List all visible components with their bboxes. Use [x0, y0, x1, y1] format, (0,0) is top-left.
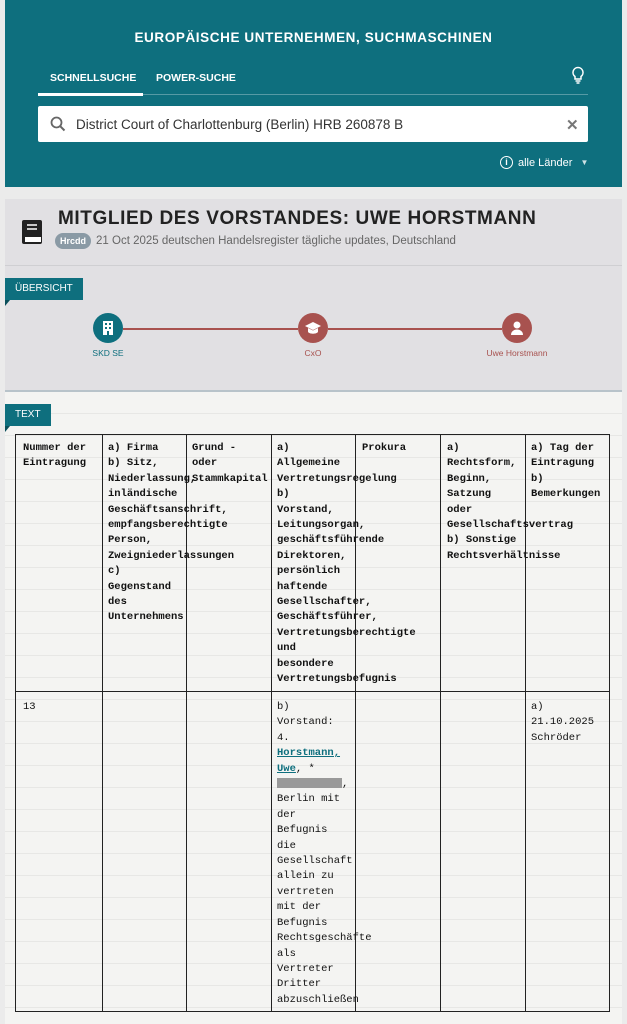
overview-tag: ÜBERSICHT	[5, 278, 83, 300]
representation-post: , Berlin mit der Befugnis die Gesellschaft allein zu vertreten mit der Befugnis Rechtsgeschäfte als Vertreter Dritter abzuschließen	[277, 778, 372, 1006]
title-panel	[5, 199, 622, 265]
building-icon	[101, 320, 115, 336]
person-link[interactable]: Uwe	[277, 762, 296, 775]
person-icon	[510, 320, 524, 336]
cxo-node[interactable]	[298, 313, 328, 343]
tab-power-search[interactable]: POWER-SUCHE	[156, 72, 236, 84]
header-cell: Prokura	[362, 442, 407, 454]
person-link[interactable]: Horstmann,	[277, 747, 341, 760]
entry-number: 13	[23, 701, 36, 713]
header-cell: Nummer der Eintragung	[23, 442, 87, 470]
meta-text: 21 Oct 2025 deutschen Handelsregister tägliche updates, Deutschland	[96, 235, 456, 247]
register-table	[15, 434, 610, 1012]
tag-corner	[5, 426, 10, 432]
cxo-node-label[interactable]: CxO	[304, 348, 322, 358]
row-divider	[16, 691, 609, 692]
search-header	[5, 0, 622, 187]
graduation-cap-icon	[304, 321, 322, 335]
search-tabs	[38, 68, 588, 95]
column-divider	[440, 435, 441, 1011]
active-tab-indicator	[38, 93, 143, 96]
column-divider	[102, 435, 103, 1011]
book-icon	[21, 219, 43, 250]
caret-down-icon: ▼	[580, 158, 589, 167]
name-suffix: , *	[295, 762, 315, 775]
page-title: MITGLIED DES VORSTANDES: UWE HORSTMANN	[58, 208, 537, 229]
representation-cell	[277, 700, 372, 1008]
text-tag: TEXT	[5, 404, 51, 426]
chain-connector	[328, 328, 502, 330]
country-filter-label: alle Länder	[518, 156, 573, 169]
representation-pre: b) Vorstand: 4.	[277, 701, 334, 744]
country-filter[interactable]	[500, 156, 588, 169]
chain-connector	[123, 328, 298, 330]
redacted-birthdate	[277, 778, 342, 788]
source-badge: Hrcdd	[55, 233, 91, 249]
header-cell: a) Firma b) Sitz, Niederlassung, inländische Geschäftsanschrift, empfangsberechtigte Person, Zweigniederlassungen c) Gegenstand des Unternehmens	[108, 442, 235, 624]
header-title: EUROPÄISCHE UNTERNEHMEN, SUCHMASCHINEN	[134, 30, 493, 45]
lightbulb-icon[interactable]	[571, 66, 585, 89]
text-panel	[5, 390, 622, 1024]
page-meta	[55, 233, 456, 249]
search-input[interactable]	[76, 106, 556, 142]
close-icon[interactable]: ✕	[566, 117, 579, 134]
person-node-label[interactable]: Uwe Horstmann	[486, 348, 548, 358]
header-cell: a) Tag der Eintragung b) Bemerkungen	[531, 442, 601, 501]
header-cell: Grund - oder Stammkapital	[192, 442, 268, 485]
header-cell: a) Rechtsform, Beginn, Satzung oder Gesellschaftsvertrag b) Sonstige Rechtsverhältnisse	[447, 442, 574, 562]
overview-panel	[5, 265, 622, 390]
tag-corner	[5, 300, 10, 306]
column-divider	[271, 435, 272, 1011]
info-icon: i	[500, 156, 513, 169]
person-node[interactable]	[502, 313, 532, 343]
search-icon	[50, 116, 66, 137]
tab-quick-search[interactable]: SCHNELLSUCHE	[50, 72, 137, 84]
entry-date-cell: a) 21.10.2025 Schröder	[531, 701, 595, 744]
company-node[interactable]	[93, 313, 123, 343]
company-node-label[interactable]: SKD SE	[92, 348, 124, 358]
header-cell: a) Allgemeine Vertretungsregelung b) Vorstand, Leitungsorgan, geschäftsführende Direktoren, persönlich haftende Gesellschafter, Geschäftsführer, Vertretungsberechtigte und besondere Vertretungsbefugnis	[277, 442, 416, 686]
search-box	[38, 106, 588, 142]
